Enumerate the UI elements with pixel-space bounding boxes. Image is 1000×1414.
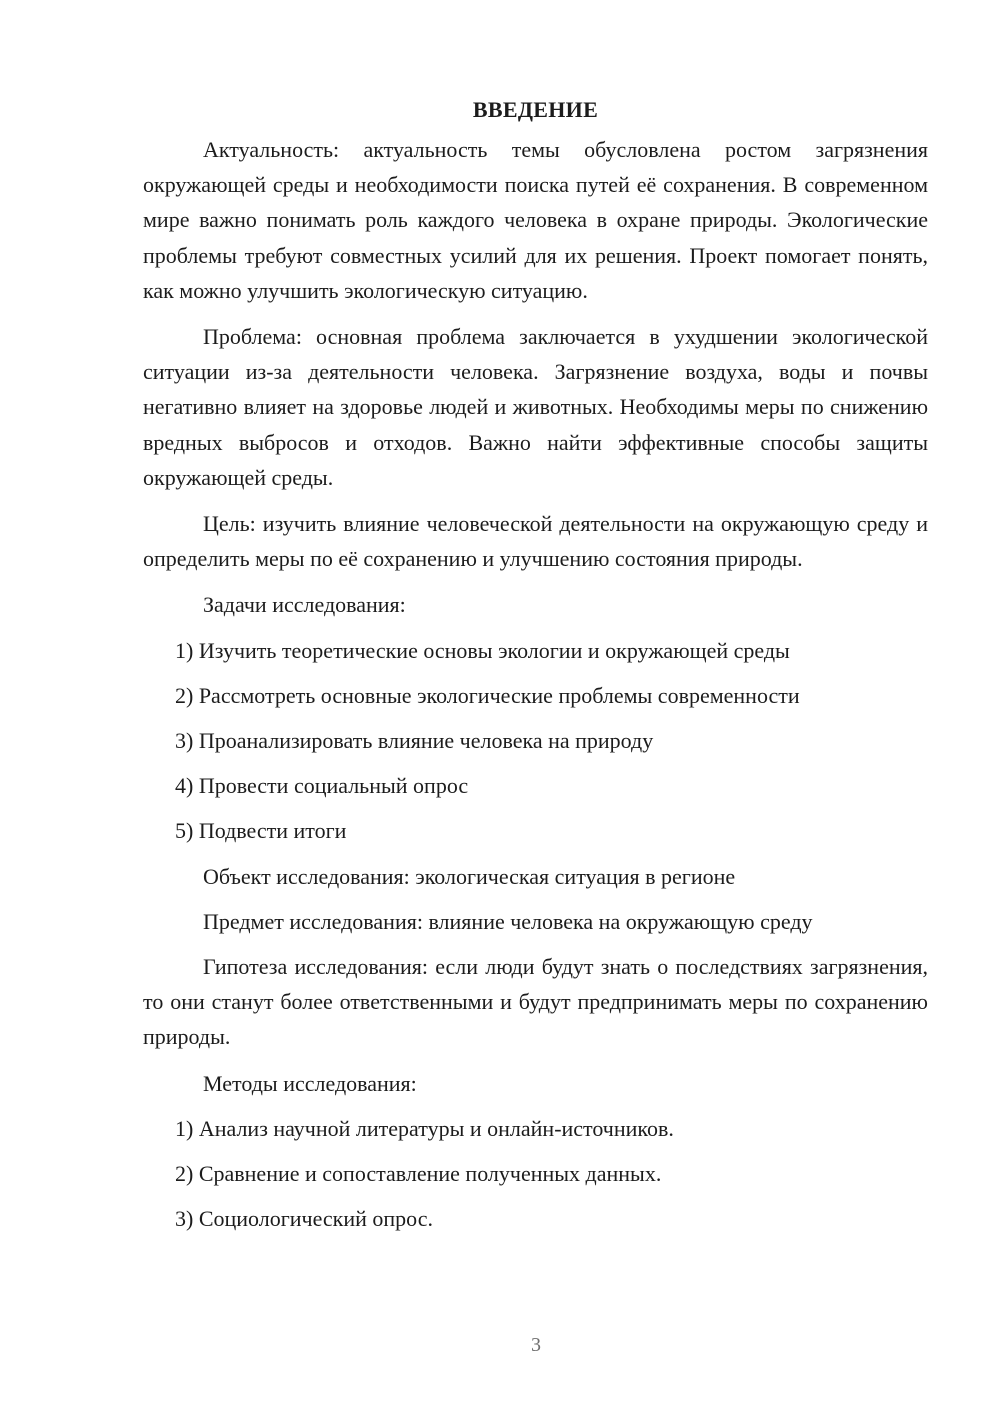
method-item: 2) Сравнение и сопоставление полученных данных.	[175, 1161, 662, 1187]
task-item: 1) Изучить теоретические основы экологии и окружающей среды	[175, 637, 790, 663]
hypothesis-paragraph: Гипотеза исследования: если люди будут знать о последствиях загрязнения, то они станут более ответственными и будут предпринимать меры по сохранению природы.	[143, 954, 928, 1050]
task-item: 4) Провести социальный опрос	[175, 773, 469, 799]
object-paragraph: Объект исследования: экологическая ситуация в регионе	[203, 863, 736, 889]
subject-paragraph: Предмет исследования: влияние человека на окружающую среду	[203, 908, 813, 934]
method-item: 3) Социологический опрос.	[175, 1206, 433, 1232]
task-item: 2) Рассмотреть основные экологические проблемы современности	[175, 682, 800, 708]
methods-heading: Методы исследования:	[203, 1070, 417, 1096]
page-number: 3	[531, 1334, 541, 1356]
tasks-list	[143, 633, 928, 849]
method-item: 1) Анализ научной литературы и онлайн-источников.	[175, 1115, 674, 1141]
goal-paragraph: Цель: изучить влияние человеческой деятельности на окружающую среду и определить меры по её сохранению и улучшению состояния природы.	[143, 511, 928, 572]
tasks-heading: Задачи исследования:	[203, 592, 406, 618]
methods-list	[143, 1111, 928, 1237]
page-content	[143, 92, 928, 1246]
page-title: ВВЕДЕНИЕ	[472, 97, 599, 122]
problem-paragraph: Проблема: основная проблема заключается в ухудшении экологической ситуации из-за деятельности человека. Загрязнение воздуха, воды и почвы негативно влияет на здоровье людей и животных. Необходимы меры по снижению вредных выбросов и отходов. Важно найти эффективные способы защиты окружающей среды.	[143, 324, 928, 490]
task-item: 5) Подвести итоги	[175, 818, 347, 844]
task-item: 3) Проанализировать влияние человека на природу	[175, 728, 654, 754]
relevance-paragraph: Актуальность: актуальность темы обусловлена ростом загрязнения окружающей среды и необходимости поиска путей её сохранения. В современном мире важно понимать роль каждого человека в охране природы. Экологические проблемы требуют совместных усилий для их решения. Проект помогает понять, как можно улучшить экологическую ситуацию.	[143, 137, 928, 303]
